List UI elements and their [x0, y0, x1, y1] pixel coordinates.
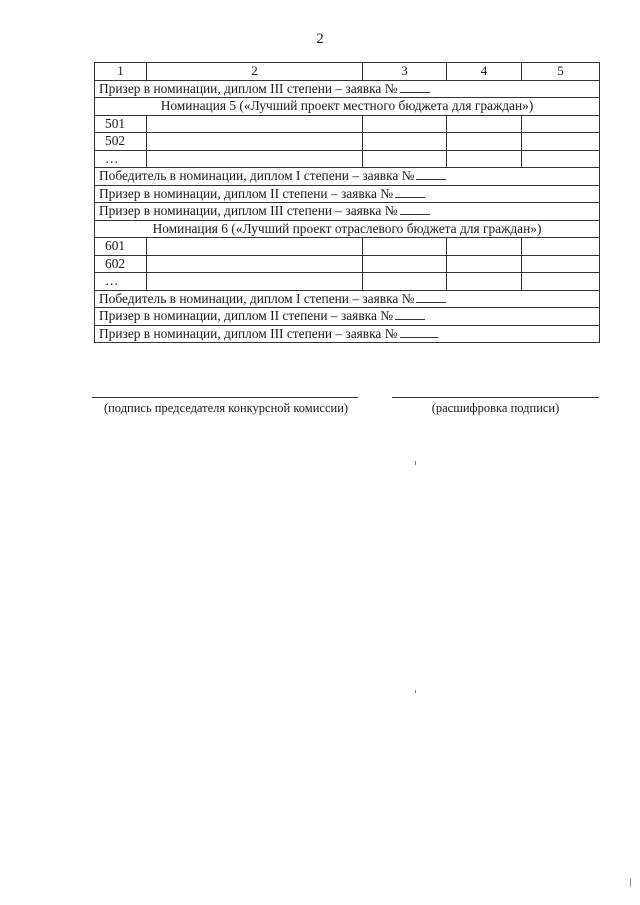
table-cell — [147, 115, 363, 133]
award-row — [95, 203, 600, 221]
signature-line — [92, 397, 358, 398]
nomination-title: Номинация 6 («Лучший проект отраслевого бюджета для граждан») — [95, 220, 600, 238]
award-row — [95, 185, 600, 203]
column-header-1: 1 — [95, 63, 147, 81]
column-header-4: 4 — [447, 63, 522, 81]
nomination-row — [95, 220, 600, 238]
scan-speck — [630, 878, 631, 887]
signature-decryption-caption: (расшифровка подписи) — [431, 401, 560, 415]
award-label: Призер в номинации, диплом III степени – заявка № — [99, 203, 398, 219]
award-label: Призер в номинации, диплом III степени – заявка № — [99, 325, 398, 341]
award-cell — [95, 325, 600, 343]
table-cell — [363, 273, 447, 291]
table-cell — [363, 133, 447, 151]
application-number-blank — [400, 81, 430, 93]
table-cell — [147, 255, 363, 273]
row-number: 501 — [95, 115, 147, 133]
award-label: Призер в номинации, диплом II степени – заявка № — [99, 185, 394, 201]
table-cell — [363, 255, 447, 273]
table-cell — [447, 133, 522, 151]
page-number: 2 — [316, 31, 324, 47]
results-table — [94, 62, 600, 343]
table-cell — [147, 238, 363, 256]
table-cell — [522, 150, 600, 168]
table-row — [95, 150, 600, 168]
award-row — [95, 168, 600, 186]
column-header-3: 3 — [363, 63, 447, 81]
application-number-blank — [395, 186, 425, 198]
table-cell — [522, 255, 600, 273]
award-row — [95, 80, 600, 98]
column-header-5: 5 — [522, 63, 600, 81]
award-cell — [95, 185, 600, 203]
table-cell — [147, 150, 363, 168]
table-row — [95, 255, 600, 273]
table-cell — [522, 133, 600, 151]
award-cell — [95, 168, 600, 186]
row-ellipsis: … — [95, 273, 147, 291]
application-number-blank — [400, 326, 438, 338]
nomination-row — [95, 98, 600, 116]
table-cell — [447, 273, 522, 291]
table-cell — [522, 238, 600, 256]
table-cell — [447, 115, 522, 133]
table-cell — [363, 115, 447, 133]
award-cell — [95, 308, 600, 326]
signature-caption: (подпись председателя конкурсной комиссии) — [103, 401, 349, 415]
application-number-blank — [395, 308, 425, 320]
table-row — [95, 273, 600, 291]
table-cell — [447, 150, 522, 168]
award-row — [95, 308, 600, 326]
scan-speck — [415, 690, 416, 693]
table-row — [95, 115, 600, 133]
table-cell — [447, 238, 522, 256]
row-number: 602 — [95, 255, 147, 273]
table-row — [95, 133, 600, 151]
table-cell — [147, 133, 363, 151]
table-cell — [147, 273, 363, 291]
award-label: Призер в номинации, диплом II степени – заявка № — [99, 308, 394, 324]
application-number-blank — [416, 168, 446, 180]
application-number-blank — [400, 203, 430, 215]
column-header-2: 2 — [147, 63, 363, 81]
application-number-blank — [416, 291, 446, 303]
scan-speck — [415, 461, 416, 465]
table-cell — [363, 150, 447, 168]
table-cell — [363, 238, 447, 256]
award-cell — [95, 80, 600, 98]
nomination-title: Номинация 5 («Лучший проект местного бюджета для граждан») — [95, 98, 600, 116]
award-row — [95, 290, 600, 308]
table-cell — [522, 273, 600, 291]
table-row — [95, 238, 600, 256]
row-number: 502 — [95, 133, 147, 151]
award-label: Призер в номинации, диплом III степени – заявка № — [99, 80, 398, 96]
award-cell — [95, 290, 600, 308]
table-header-row — [95, 63, 600, 81]
table-cell — [447, 255, 522, 273]
row-number: 601 — [95, 238, 147, 256]
award-row — [95, 325, 600, 343]
row-ellipsis: … — [95, 150, 147, 168]
award-label: Победитель в номинации, диплом I степени – заявка № — [99, 168, 415, 184]
award-cell — [95, 203, 600, 221]
table-cell — [522, 115, 600, 133]
award-label: Победитель в номинации, диплом I степени – заявка № — [99, 290, 415, 306]
signature-decryption-line — [392, 397, 599, 398]
